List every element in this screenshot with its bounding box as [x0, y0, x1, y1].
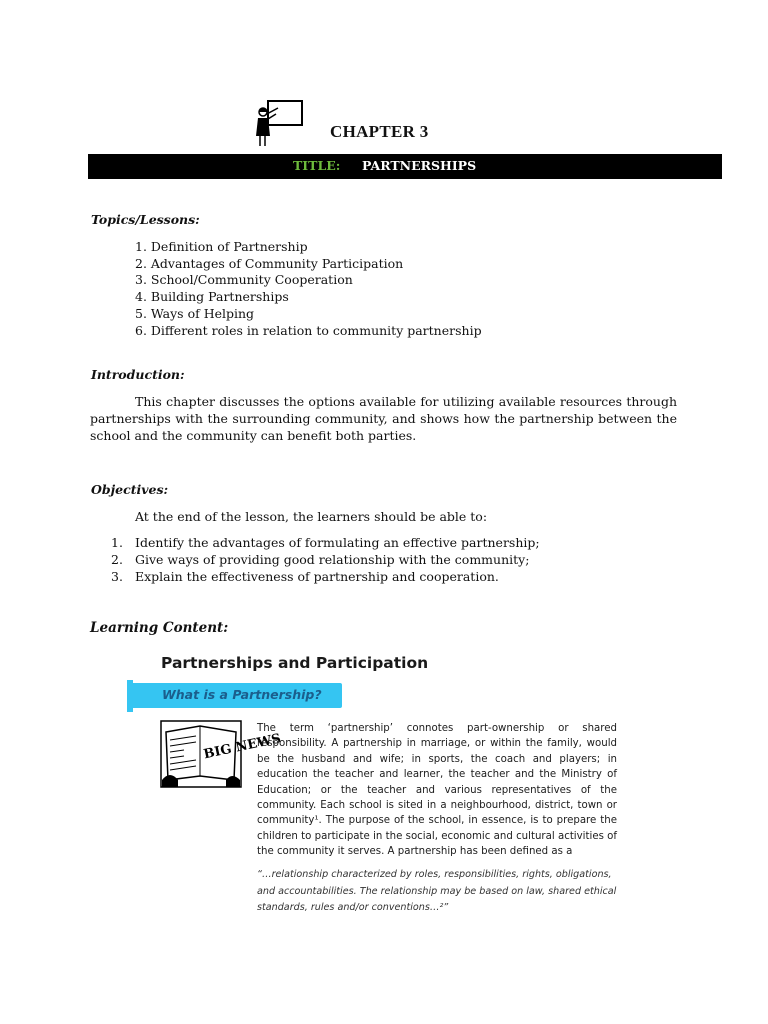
list-item: 3. School/Community Cooperation	[135, 272, 353, 288]
partnership-paragraph: The term ‘partnership’ connotes part-ownership or shared responsibility. A partnership in marriage, or within the family, would be the husband and wife; in sports, the coach and players; in education the teacher and learner, the teacher and the Ministry of Education; or the teacher and various representatives of the community. Each school is sited in a neighbourhood, district, town or community¹. The purpose of the school, in essence, is to prepare the children to participate in the social, economic and cultural activities of the community it serves. A partnership has been defined as a	[257, 723, 617, 858]
topics-heading: Topics/Lessons:	[91, 212, 200, 227]
list-text: Give ways of providing good relationship with the community;	[135, 551, 530, 567]
list-item: 2. Advantages of Community Participation	[135, 255, 404, 271]
teacher-board-icon	[254, 98, 304, 148]
big-news-newspaper-image	[160, 720, 283, 788]
chapter-number: CHAPTER 3	[330, 122, 429, 141]
subsection-title: What is a Partnership?	[162, 687, 322, 702]
list-number: 1.	[111, 535, 123, 550]
introduction-paragraph: This chapter discusses the options available for utilizing available resources through partnerships with the surrounding community, and shows how the partnership between the school and the community can benefit both parties.	[90, 394, 677, 444]
list-item: 4. Building Partnerships	[135, 289, 289, 305]
list-text: Identify the advantages of formulating an effective partnership;	[135, 535, 540, 550]
objectives-heading: Objectives:	[91, 482, 169, 497]
big-news-text: BIG NEWS	[202, 731, 283, 763]
objectives-list	[111, 535, 540, 585]
list-item: 5. Ways of Helping	[135, 305, 255, 321]
section-title: Partnerships and Participation	[161, 654, 429, 672]
objectives-lead: At the end of the lesson, the learners should be able to:	[135, 509, 488, 524]
list-item	[111, 569, 540, 586]
introduction-heading: Introduction:	[91, 367, 185, 382]
chapter-title: PARTNERSHIPS	[362, 158, 477, 173]
list-item	[111, 552, 540, 569]
learning-content-heading: Learning Content:	[90, 620, 229, 636]
list-text: Explain the effectiveness of partnership and cooperation.	[135, 568, 499, 584]
list-item	[111, 535, 540, 552]
list-number: 3.	[111, 568, 123, 584]
topics-list	[135, 239, 482, 339]
list-number: 2.	[111, 551, 123, 567]
list-item: 6. Different roles in relation to community partnership	[135, 322, 482, 338]
partnership-quote: “…relationship characterized by roles, responsibilities, rights, obligations, and accountabilities. The relationship may be based on law, shared ethical standards, rules and/or conventions…²”	[257, 869, 617, 913]
title-label: TITLE:	[293, 158, 341, 173]
list-item: 1. Definition of Partnership	[135, 239, 308, 254]
